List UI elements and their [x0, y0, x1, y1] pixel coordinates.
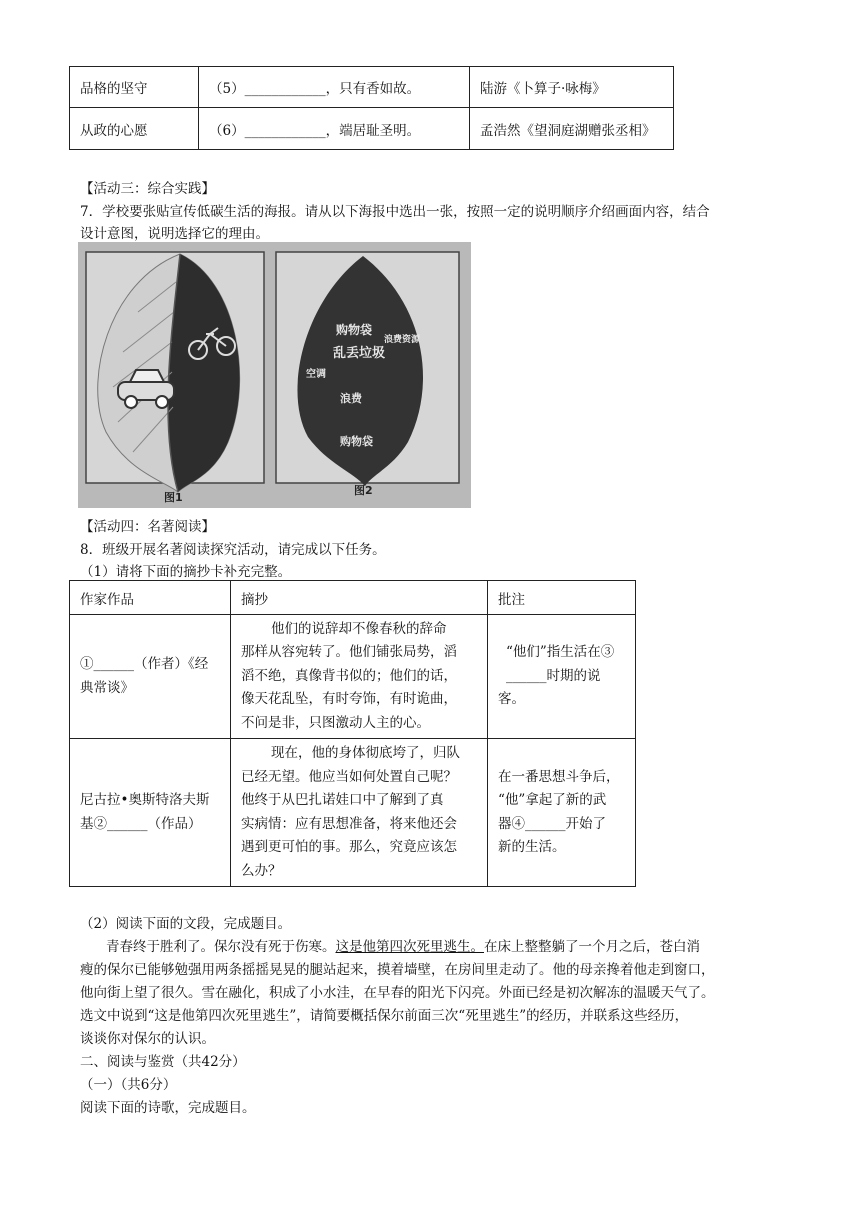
part-title: （一）（共6分）: [80, 1077, 177, 1093]
fig2-word: 空调: [306, 369, 326, 380]
blank-line-cell: （6）____________，端居耻圣明。: [199, 108, 470, 150]
subquestion-1: （1）请将下面的摘抄卡补充完整。: [80, 564, 292, 580]
source-cell: 孟浩然《望洞庭湖赠张丞相》: [470, 108, 674, 150]
question-prompt-line: 选文中说到“这是他第四次死里逃生”，请简要概括保尔前面三次“死里逃生”的经历，并联系这些经历，: [80, 1008, 689, 1024]
question-prompt-line: 谈谈你对保尔的认识。: [80, 1031, 215, 1047]
note-cell: “他们”指生活在③ ______时期的说客。: [488, 615, 636, 739]
header-excerpt: 摘抄: [231, 581, 488, 615]
fig2-word: 浪费资源: [384, 335, 421, 345]
question-8: 8．班级开展名著阅读探究活动，请完成以下任务。: [80, 542, 386, 558]
instruction: 阅读下面的诗歌，完成题目。: [80, 1100, 256, 1116]
poem-table: [69, 66, 674, 150]
header-note: 批注: [488, 581, 636, 615]
work-cell: 尼古拉•奥斯特洛夫斯 基②______（作品）: [70, 739, 231, 887]
excerpt-cell: 现在，他的身体彻底垮了，归队 已经无望。他应当如何处置自己呢？ 他终于从巴扎诺娃口中了解到了真 实病情：应有思想准备，将来他还会 遇到更可怕的事。那么，究竟应该怎 么办？: [231, 739, 488, 887]
blank-line-cell: （5）____________，只有香如故。: [199, 67, 470, 108]
source-cell: 陆游《卜算子·咏梅》: [470, 67, 674, 108]
fig2-word: 购物袋: [340, 435, 373, 448]
activity3-heading: 【活动三：综合实践】: [80, 181, 215, 197]
activity4-heading: 【活动四：名著阅读】: [80, 519, 215, 535]
theme-cell: 从政的心愿: [70, 108, 199, 150]
figure2-label: 图2: [354, 484, 373, 497]
fig2-word: 购物袋: [336, 323, 373, 337]
passage-line: 瘦的保尔已能够勉强用两条摇摇晃晃的腿站起来，摸着墙壁，在房间里走动了。他的母亲搀着他走到窗口，: [80, 962, 715, 978]
work-cell: ①______（作者）《经 典常谈》: [70, 615, 231, 739]
excerpt-cell: 他们的说辞却不像春秋的辞命 那样从容宛转了。他们铺张局势，滔 滔不绝，真像背书似的；他们的话， 像天花乱坠，有时夸饰，有时诡曲， 不问是非，只图激动人主的心。: [231, 615, 488, 739]
theme-cell: 品格的坚守: [70, 67, 199, 108]
section-title: 二、阅读与鉴赏（共42分）: [80, 1054, 246, 1070]
question-7-line1: 7．学校要张贴宣传低碳生活的海报。请从以下海报中选出一张，按照一定的说明顺序介绍画面内容，结合: [80, 204, 710, 220]
low-carbon-poster-photo: [78, 242, 471, 508]
subquestion-2: （2）阅读下面的文段，完成题目。: [80, 916, 292, 932]
underlined-sentence: 这是他第四次死里逃生。: [335, 939, 484, 955]
note-cell: 在一番思想斗争后， “他”拿起了新的武 器④______开始了 新的生活。: [488, 739, 636, 887]
header-work: 作家作品: [70, 581, 231, 615]
passage-line: 他向街上望了很久。雪在融化，积成了小水洼，在早春的阳光下闪亮。外面已经是初次解冻的温暖天气了。: [80, 985, 715, 1001]
excerpt-card-table: [69, 580, 636, 887]
fig2-word: 乱丢垃圾: [333, 346, 386, 361]
figure1-label: 图1: [164, 491, 183, 504]
fig2-word: 浪费: [340, 392, 362, 405]
passage-line: 青春终于胜利了。保尔没有死于伤寒。这是他第四次死里逃生。在床上整整躺了一个月之后，苍白消: [106, 939, 700, 955]
question-7-line2: 设计意图，说明选择它的理由。: [80, 226, 269, 242]
